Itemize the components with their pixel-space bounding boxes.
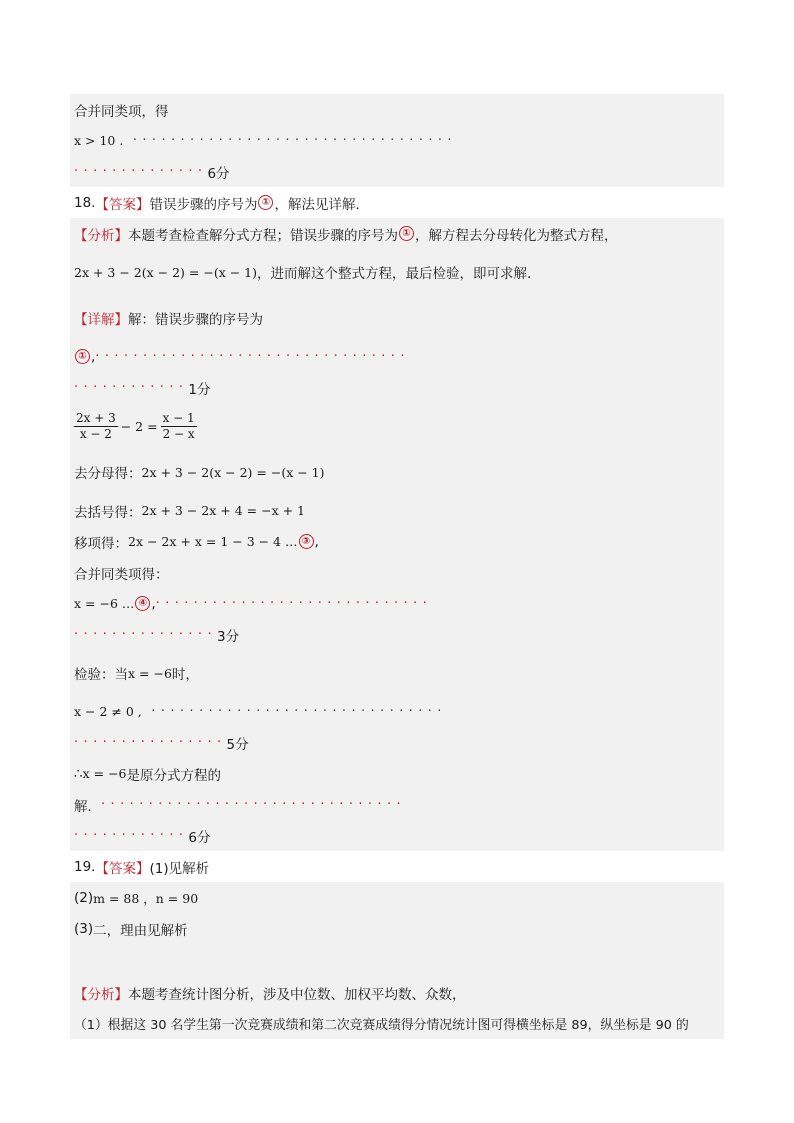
fraction-left [74,411,118,442]
q18-step4-label-row [70,557,724,588]
q18-score1-row [70,372,724,403]
q18-analysis-row2 [70,249,724,295]
q18-step4-row [70,588,724,619]
q19-analysis-tag: 【分析】 [74,986,128,1003]
q17-ineq-row [70,125,724,156]
dot-leader: ············ [74,380,189,395]
q17-score: 6分 [207,165,230,182]
q19-ans2-equation: m = 88 ，n = 90 [93,890,199,906]
q19-ans2-row [70,882,724,913]
fraction-middle: − 2 = [120,418,158,434]
q18-conclusion-c: 解． [74,798,101,815]
circled-1-mark: ① [75,349,90,364]
q18-check-equation: x = −6 [128,665,172,681]
q19-answer-row [70,851,724,882]
q18-detail-mark-row [70,341,724,372]
circled-3-mark: ③ [299,534,314,549]
q18-score3: 3分 [217,628,240,645]
q18-step4-tail: , [151,595,156,612]
q18-fraction-equation [70,403,724,449]
q19-part1-row [70,1008,724,1039]
q18-step2-label: 去括号得： [74,504,142,521]
dot-leader: ······························· [141,704,447,719]
q19-ans1: (1)见解析 [149,860,210,877]
q18-analysis-tag: 【分析】 [74,227,128,244]
fraction-right-denominator: 2 − x [162,426,195,441]
q18-solution-block [70,218,724,851]
fraction-right [161,411,197,442]
q18-conclusion-b: 是原分式方程的 [126,767,221,784]
circled-1-mark: ① [258,195,273,210]
therefore-symbol: ∴ [74,765,83,782]
dot-leader: ················ [74,735,227,750]
q19-ans3-row [70,913,724,944]
q19-solution-block [70,882,724,1039]
q18-detail-comma: , [91,348,96,365]
dot-leader: ············ [74,828,189,843]
q18-step1-equation: 2x + 3 − 2(x − 2) = −(x − 1) [141,464,325,480]
q18-check-equation2: x − 2 ≠ 0 , [74,704,142,719]
q18-step1-label: 去分母得： [74,466,142,482]
dot-leader: ····························· [155,596,433,611]
q18-answer-text-b: ，解法见详解． [274,196,369,213]
q18-answer-text-a: 错误步骤的序号为 [149,196,258,213]
q17-line1-text: 合并同类项，得 [74,103,169,120]
q18-step2-row [70,495,724,526]
q19-ans3-prefix: (3) [74,920,94,937]
q19-answer-tag: 【答案】 [95,860,150,877]
q18-check-tail: 时， [171,667,199,683]
dot-leader: ·············· [74,164,208,179]
q18-score5: 5分 [226,736,249,753]
fraction-right-numerator: x − 1 [162,410,195,425]
q18-check-label: 检验：当 [74,667,128,683]
q18-analysis-a: 本题考查检查解分式方程；错误步骤的序号为 [128,227,398,244]
q18-step4-label: 合并同类项得： [74,566,169,583]
q18-step3-equation: 2x − 2x + x = 1 − 3 − 4 … [128,534,298,549]
q18-analysis-b: ，解方程去分母转化为整式方程， [415,227,618,244]
dot-leader: ································· [95,349,410,364]
q18-score6-row [70,820,724,851]
q18-conclusion-row [70,758,724,789]
q18-number: 18. [74,194,96,211]
q18-check-row [70,650,724,696]
q18-step1-row [70,449,724,495]
q19-analysis-text: 本题考查统计图分析，涉及中位数、加权平均数、众数， [128,986,466,1003]
q19-part1-text: （1）根据这 30 名学生第一次竞赛成绩和第二次竞赛成绩得分情况统计图可得横坐标是 89，纵坐标是 90 的 [74,1018,689,1033]
q18-score6: 6分 [188,829,211,846]
q18-step4-equation: x = −6 … [74,596,135,611]
q17-block [70,94,724,187]
dot-leader: ································ [101,797,407,812]
q18-score3-row [70,619,724,650]
dot-leader: ·································· [123,133,457,148]
q19-ans2-prefix: (2) [74,889,94,906]
solution-content [70,94,724,1039]
q18-analysis-c: ，进而解这个整式方程，最后检验，即可求解． [257,266,541,282]
q18-conclusion-equation: x = −6 [82,766,127,781]
q18-analysis-equation: 2x + 3 − 2(x − 2) = −(x − 1) [74,264,257,280]
q18-answer-row [70,187,724,218]
q18-step3-tail: , [314,533,319,550]
q18-answer-tag: 【答案】 [95,196,150,213]
q19-number: 19. [74,858,96,875]
q18-step3-label: 移项得： [74,535,128,552]
dot-leader: ··············· [74,627,217,642]
q18-analysis-row [70,218,724,249]
q17-score-row [70,156,724,187]
q18-score1: 1分 [188,381,211,398]
q18-check2-row [70,696,724,727]
q18-step3-row [70,526,724,557]
q18-conclusion2-row [70,789,724,820]
q18-score5-row [70,727,724,758]
q18-detail-a: 解：错误步骤的序号为 [128,312,263,328]
q17-line1 [70,94,724,125]
circled-1-mark: ① [399,226,414,241]
fraction-left-numerator: 2x + 3 [76,410,116,425]
fraction-left-denominator: x − 2 [79,426,112,441]
spacer [70,944,724,977]
q19-ans3-text: 二，理由见解析 [93,922,188,939]
q19-analysis-row [70,977,724,1008]
circled-4-mark: ④ [135,596,150,611]
q18-detail-row [70,295,724,341]
q18-detail-tag: 【详解】 [74,312,128,328]
q18-step2-equation: 2x + 3 − 2x + 4 = −x + 1 [141,503,305,518]
q17-inequality: x > 10 . [74,133,124,148]
